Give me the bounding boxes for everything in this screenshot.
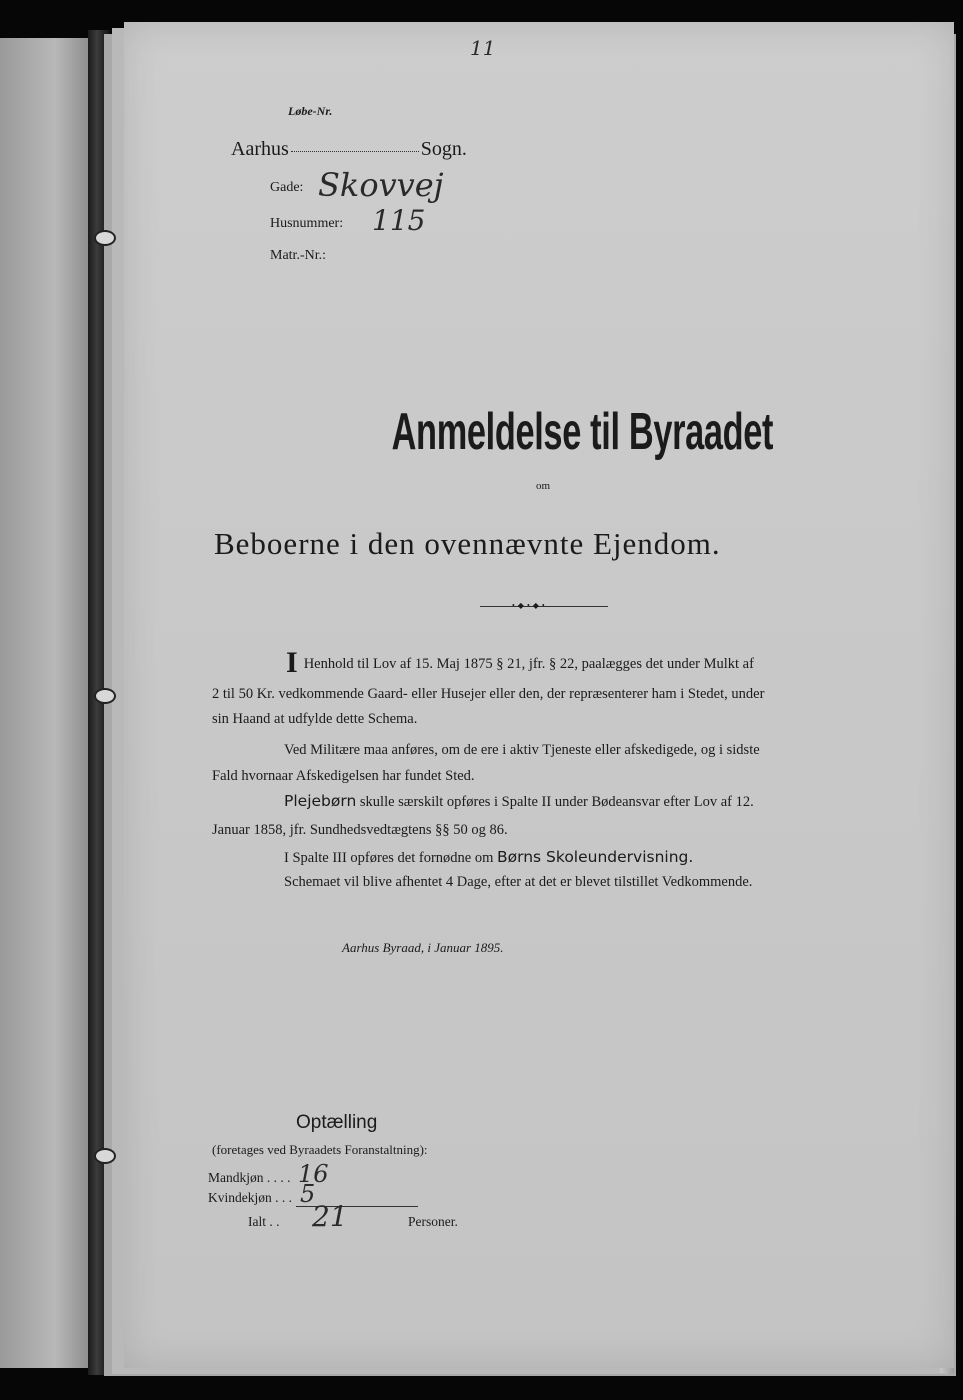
title-om: om (536, 480, 551, 492)
title-block (310, 402, 790, 468)
husnummer-label: Husnummer: (270, 216, 344, 231)
para4 (284, 848, 693, 867)
kvindekjon-value: 5 (300, 1180, 316, 1208)
sogn-label: Sogn. (420, 138, 467, 160)
binding-hole-top (94, 230, 116, 246)
para1-line2: 2 til 50 Kr. vedkommende Gaard- eller Husejer eller den, der repræsenterer ham i Stedet, under (212, 686, 765, 702)
para2-line2: Fald hvornaar Afskedigelsen har fundet Sted. (212, 768, 475, 784)
para1-line1-text: Henhold til Lov af 15. Maj 1875 § 21, jfr. § 22, paalægges det under Mulkt af (303, 656, 754, 672)
count-title: Optælling (296, 1112, 378, 1133)
document-title: Anmeldelse til Byraadet (391, 403, 774, 461)
para1-line3: sin Haand at udfylde dette Schema. (212, 711, 418, 727)
count-subtitle: (foretages ved Byraadets Foranstaltning): (212, 1142, 428, 1157)
mandkjon-label: Mandkjøn (208, 1170, 264, 1185)
lobe-nr-label: Løbe-Nr. (288, 104, 333, 118)
para1-initial: I (286, 646, 298, 679)
para2-line1: Ved Militære maa anføres, om de ere i aktiv Tjeneste eller afskedigede, og i sidste (284, 742, 760, 758)
personer-label: Personer. (408, 1214, 458, 1229)
binding-hole-middle (94, 688, 116, 704)
para3-line1-text: skulle særskilt opføres i Spalte II under Bødeansvar efter Lov af 12. (359, 794, 754, 810)
ialt-dots: . . (266, 1214, 280, 1229)
para3-lead: Plejebørn (284, 792, 357, 810)
parish-dotted-line (291, 151, 419, 152)
mandkjon-value: 16 (298, 1160, 329, 1188)
left-page-edge (0, 38, 92, 1368)
gade-label: Gade: (270, 180, 304, 195)
para4-caps: Børns Skoleundervisning. (497, 848, 694, 866)
kvindekjon-row (208, 1190, 292, 1206)
para3-line2: Januar 1858, jfr. Sundhedsvedtægtens §§ 50 og 86. (212, 822, 508, 838)
ialt-value: 21 (312, 1200, 348, 1233)
mandkjon-dots: . . . . (263, 1170, 291, 1185)
date-line: Aarhus Byraad, i Januar 1895. (342, 940, 504, 955)
para4-text: I Spalte III opføres det fornødne om (284, 850, 494, 866)
page-number: 11 (470, 36, 496, 60)
document-subtitle: Beboerne i den ovennævnte Ejendom. (214, 526, 721, 561)
ialt-row (248, 1214, 280, 1230)
kvindekjon-dots: . . . (271, 1190, 292, 1205)
city-label: Aarhus (231, 138, 289, 160)
husnummer-value: 115 (372, 204, 426, 237)
matr-label: Matr.-Nr.: (270, 248, 326, 263)
gade-value: Skovvej (318, 166, 444, 204)
binding-hole-bottom (94, 1148, 116, 1164)
kvindekjon-label: Kvindekjøn (208, 1190, 272, 1205)
para5: Schemaet vil blive afhentet 4 Dage, efter at det er blevet tilstillet Vedkommende. (284, 874, 753, 890)
para1-line1 (286, 646, 754, 680)
para3-line1 (284, 792, 754, 811)
ialt-label: Ialt (248, 1214, 266, 1229)
ornament-dots: •◆•◆• (512, 601, 548, 610)
mandkjon-row (208, 1170, 291, 1186)
parish-line (231, 138, 467, 161)
